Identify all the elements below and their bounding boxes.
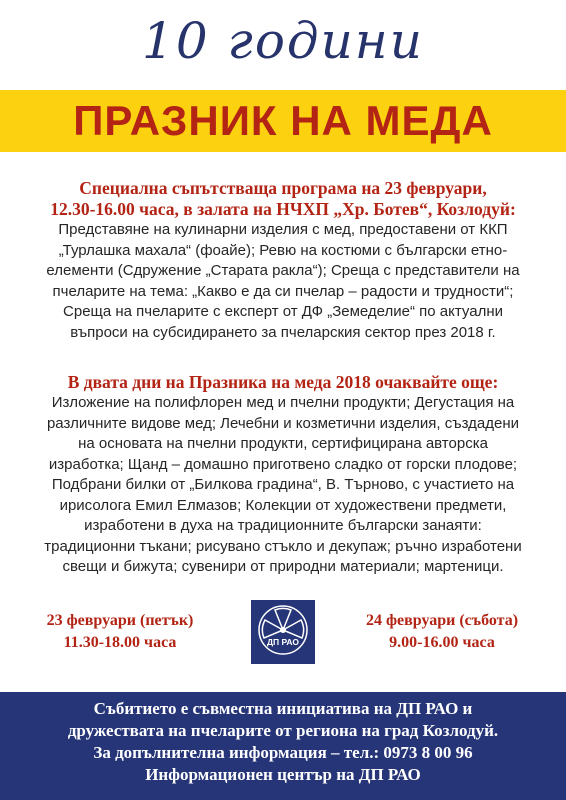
footer-band: [0, 692, 566, 800]
expect-line: Изложение на полифлорен мед и пчелни продукти; Дегустация на: [51, 394, 515, 411]
expect-line: свещи и бижута; сувенири от природни материали; мартеници.: [62, 558, 504, 575]
program-line: „Турлашка махала“ (фоайе); Ревю на костюми с български етно-: [58, 241, 508, 259]
program-line: въпроси на субсидирането за пчеларския сектор през 2018 г.: [70, 323, 496, 341]
program-heading: [10, 178, 556, 220]
special-program-section: [10, 178, 556, 343]
dp-rao-logo: [251, 600, 315, 664]
expect-line: ирисолога Емил Елмазов; Колекции от художествени предмети,: [59, 496, 507, 514]
radiation-trefoil-icon: [251, 600, 315, 664]
expect-line: Подбрани билки от „Билкова градина“, В. Търново, с участието на: [51, 476, 515, 493]
expect-line: различните видове мед; Лечебни и козметични изделия, създадени: [46, 414, 520, 432]
schedule-time: 11.30-18.00 часа: [63, 634, 177, 651]
schedule-day-1: [10, 610, 230, 654]
poster-title: 10 години: [142, 12, 424, 70]
expect-body: [10, 393, 556, 578]
expect-section: [10, 372, 556, 578]
program-line: пчеларите на тема: „Какво е да си пчелар – радости и трудности“;: [52, 282, 514, 300]
logo-text: ДП РАО: [266, 637, 300, 647]
footer-contact-line: За допълнителна информация – тел.: 0973 8 00 96: [93, 743, 473, 762]
program-line: елементи (Сдружение „Старата ракла“); Среща с представители на: [46, 262, 520, 279]
schedule-date: 24 февруари (събота): [365, 612, 519, 629]
expect-line: традиционни тъкани; рисувано стъкло и декупаж; ръчно изработени: [44, 537, 522, 555]
expect-line: на основата на пчелни продукти, сертифицирана авторска: [78, 435, 488, 452]
footer-line: Информационен център на ДП РАО: [145, 765, 421, 784]
program-body: [10, 220, 556, 343]
schedule-time: 9.00-16.00 часа: [389, 634, 495, 651]
expect-line: изработка; Щанд – домашно приготвено сладко от горски плодове;: [48, 455, 518, 473]
footer-line: Събитието е съвместна инициатива на ДП РАО и: [93, 699, 473, 718]
schedule-day-2: [332, 610, 552, 654]
program-line: Среща на пчеларите с експерт от ДФ „Земеделие“ по актуални: [63, 303, 503, 320]
footer-line: дружествата на пчеларите от региона на град Козлодуй.: [67, 721, 499, 740]
banner-title: ПРАЗНИК НА МЕДА: [73, 97, 493, 144]
program-heading-line: Специална съпътстваща програма на 23 февруари,: [79, 178, 487, 198]
expect-line: изработени в духа на традиционните български занаяти:: [84, 517, 482, 534]
expect-heading: В двата дни на Празника на меда 2018 очаквайте още:: [67, 372, 499, 392]
title-banner: [0, 90, 566, 152]
program-heading-line: 12.30-16.00 часа, в залата на НЧХП „Хр. Ботев“, Козлодуй:: [50, 199, 516, 219]
footer-text: [0, 698, 566, 786]
schedule-date: 23 февруари (петък): [46, 612, 194, 629]
program-line: Представяне на кулинарни изделия с мед, предоставени от ККП: [58, 221, 508, 238]
